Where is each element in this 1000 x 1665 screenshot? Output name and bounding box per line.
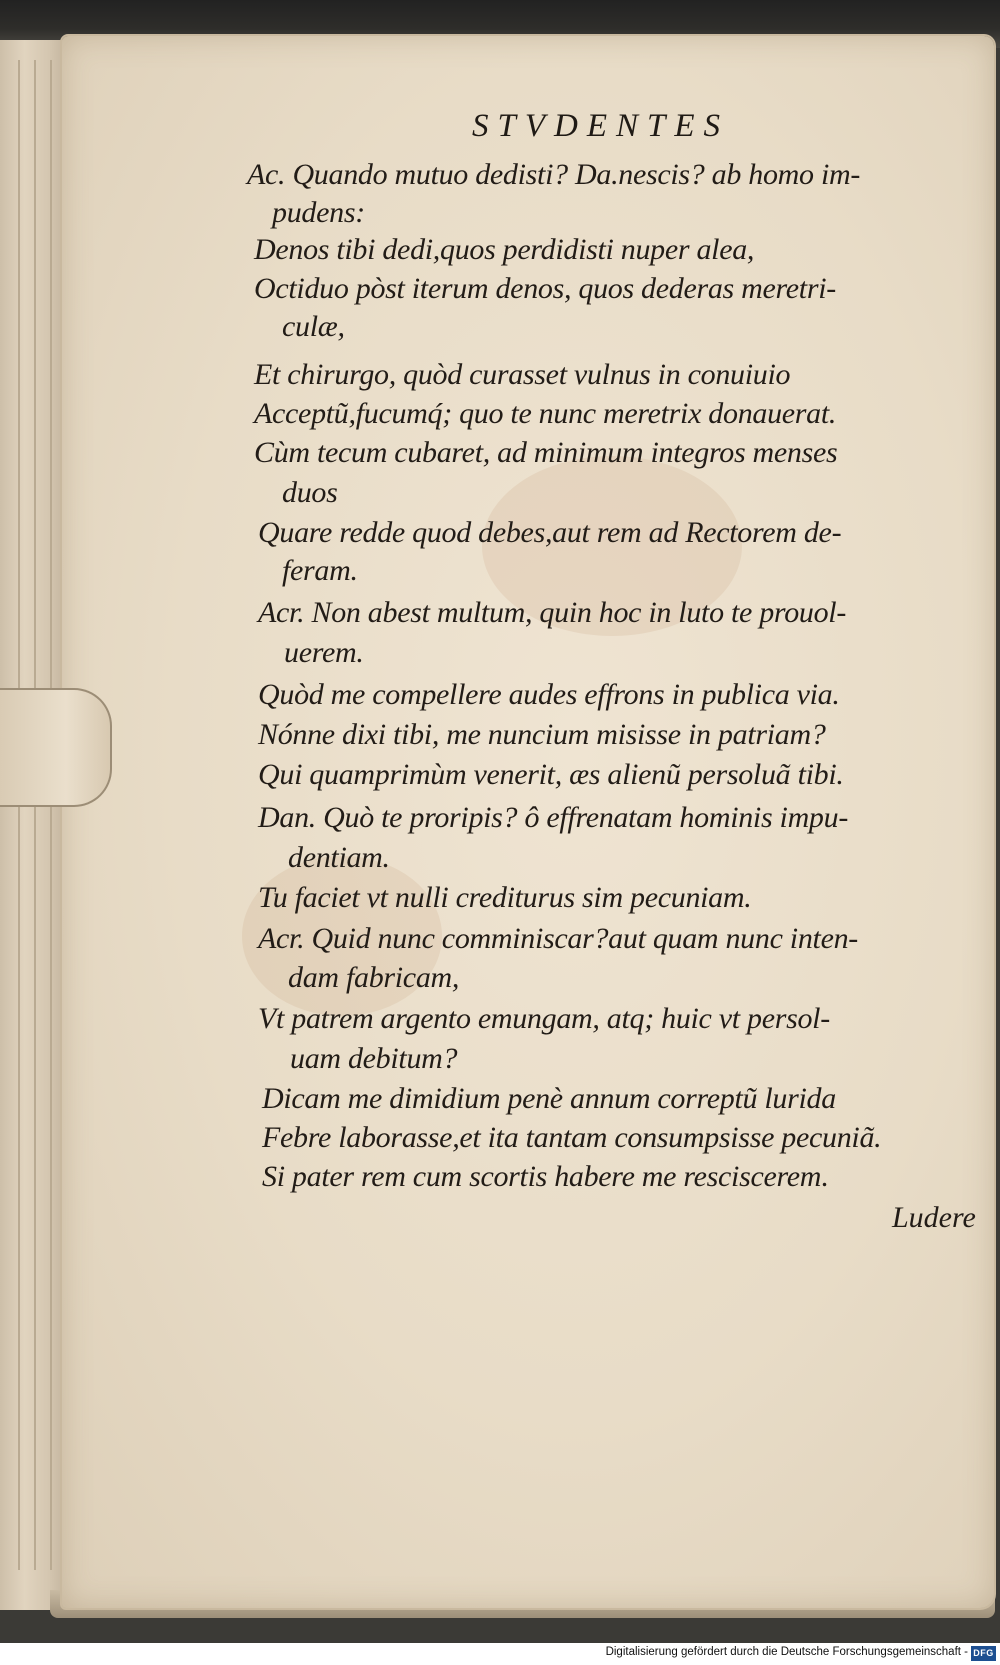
text-line: Quare redde quod debes,aut rem ad Rectorem de- bbox=[258, 516, 842, 549]
text-line: pudens: bbox=[272, 196, 365, 229]
text-line: dam fabricam, bbox=[288, 961, 460, 994]
text-line: Denos tibi dedi,quos perdidisti nuper alea, bbox=[254, 233, 755, 266]
text-line: Et chirurgo, quòd curasset vulnus in conuiuio bbox=[254, 358, 791, 391]
text-line: Ac. Quando mutuo dedisti? Da.nescis? ab homo im- bbox=[247, 158, 861, 191]
text-line: uerem. bbox=[284, 636, 364, 669]
text-line: Tu faciet vt nulli crediturus sim pecuniam. bbox=[258, 881, 752, 914]
text-line: Nónne dixi tibi, me nuncium misisse in patriam? bbox=[258, 718, 826, 751]
text-line: dentiam. bbox=[288, 841, 390, 874]
page-clasp-tab bbox=[0, 688, 112, 807]
text-line: Dicam me dimidium penè annum correptũ lurida bbox=[262, 1082, 836, 1115]
text-line: Cùm tecum cubaret, ad minimum integros menses bbox=[254, 436, 838, 469]
text-line: uam debitum? bbox=[290, 1042, 458, 1075]
text-line: Febre laborasse,et ita tantam consumpsisse pecuniã. bbox=[262, 1121, 882, 1154]
text-line: Quòd me compellere audes effrons in publica via. bbox=[258, 678, 840, 711]
text-line: Qui quamprimùm venerit, æs alienũ persoluã tibi. bbox=[258, 758, 844, 791]
text-line: Dan. Quò te proripis? ô effrenatam hominis impu- bbox=[258, 801, 849, 834]
footer-bar bbox=[0, 1643, 1000, 1665]
text-line: Acr. Quid nunc comminiscar?aut quam nunc inten- bbox=[258, 922, 858, 955]
footer-credit: Digitalisierung gefördert durch die Deutsche Forschungsgemeinschaft - bbox=[605, 1646, 968, 1658]
book-page bbox=[62, 36, 994, 1608]
text-line: Si pater rem cum scortis habere me resciscereт. bbox=[262, 1160, 829, 1193]
text-line: culæ, bbox=[282, 310, 345, 343]
dfg-logo-icon: DFG bbox=[971, 1646, 996, 1661]
text-line: feram. bbox=[282, 554, 358, 587]
page-edge-line bbox=[34, 60, 36, 1570]
text-line: duos bbox=[282, 476, 338, 509]
text-line: Acr. Non abest multum, quin hoc in luto te prouol- bbox=[258, 596, 847, 629]
running-head: STVDENTES bbox=[472, 108, 730, 144]
catchword: Ludere bbox=[892, 1201, 976, 1234]
page-edge-line bbox=[50, 60, 52, 1570]
text-line: Acceptũ,fucumq́; quo te nunc meretrix donauerat. bbox=[254, 397, 837, 430]
text-line: Octiduo pòst iterum denos, quos dederas meretri- bbox=[254, 272, 836, 305]
text-line: Vt patrem argento emungam, atq; huic vt persol- bbox=[258, 1002, 830, 1035]
page-edge-line bbox=[18, 60, 20, 1570]
